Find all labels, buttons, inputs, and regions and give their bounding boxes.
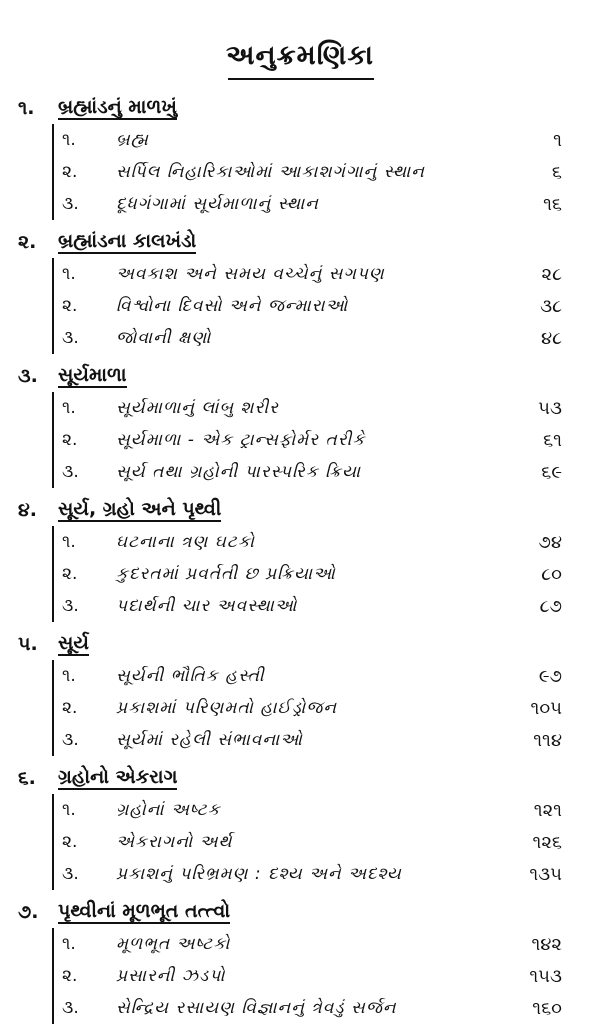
entry-number: ૨. (62, 564, 78, 584)
section-heading (0, 354, 600, 392)
section-vertical-rule (52, 794, 54, 890)
section-number: ૧. (18, 97, 35, 119)
section-items (0, 526, 600, 622)
section-title: સૂર્ય, ગ્રહો અને પૃથ્વી (58, 498, 222, 520)
entry-number: ૩. (62, 730, 79, 750)
entry-number: ૩. (62, 462, 79, 482)
entry-number: ૧. (62, 264, 76, 284)
entry-page-number: ૧૬ (543, 193, 562, 215)
entry-page-number: ૭૪ (538, 531, 562, 553)
entry-title: દૂધગંગામાં સૂર્યમાળાનું સ્થાન (116, 194, 319, 214)
entry-page-number: ૪૮ (540, 327, 562, 349)
entry-number: ૩. (62, 194, 79, 214)
entry-page-number: ૮૦ (541, 563, 562, 585)
entry-number: ૧. (62, 398, 76, 418)
toc-section (0, 86, 600, 220)
section-heading (0, 890, 600, 928)
section-title: બ્રહ્માંડનું માળખું (58, 96, 177, 118)
section-items (0, 124, 600, 220)
entry-page-number: ૧૩૫ (529, 863, 562, 885)
section-vertical-rule (52, 258, 54, 354)
entry-title: વિશ્વોના દિવસો અને જન્મારાઓ (116, 296, 349, 316)
section-title: સૂર્યમાળા (58, 364, 127, 386)
entry-number: ૩. (62, 998, 79, 1018)
entry-page-number: ૨૮ (541, 263, 562, 285)
section-heading (0, 622, 600, 660)
entry-page-number: ૧૬૦ (532, 997, 562, 1019)
table-of-contents (0, 86, 600, 1024)
entry-number: ૨. (62, 832, 78, 852)
section-number: ૪. (18, 499, 37, 521)
toc-entry (0, 692, 600, 724)
entry-number: ૨. (62, 296, 78, 316)
entry-title: સેન્દ્રિય રસાયણ વિજ્ઞાનનું ત્રેવડું સર્જન (116, 998, 397, 1018)
toc-entry (0, 456, 600, 488)
entry-title: પદાર્થની ચાર અવસ્થાઓ (116, 596, 298, 616)
section-heading (0, 488, 600, 526)
entry-number: ૧. (62, 130, 76, 150)
section-title: ગ્રહોનો એકરાગ (58, 766, 178, 788)
section-items (0, 794, 600, 890)
toc-entry (0, 724, 600, 756)
entry-title: સૂર્યમાળા - એક ટ્રાન્સફોર્મર તરીકે (116, 430, 366, 450)
toc-section (0, 890, 600, 1024)
toc-entry (0, 928, 600, 960)
toc-entry (0, 258, 600, 290)
toc-entry (0, 660, 600, 692)
toc-entry (0, 858, 600, 890)
section-number: ૩. (18, 365, 38, 387)
toc-section (0, 220, 600, 354)
entry-title: અવકાશ અને સમય વચ્ચેનું સગપણ (116, 264, 385, 284)
entry-page-number: ૯૭ (538, 665, 562, 687)
entry-page-number: ૧૫૩ (529, 965, 562, 987)
entry-number: ૨. (62, 162, 78, 182)
entry-title: સૂર્ય તથા ગ્રહોની પારસ્પરિક ક્રિયા (116, 462, 362, 482)
section-title: બ્રહ્માંડના કાલખંડો (58, 230, 197, 252)
section-items (0, 928, 600, 1024)
entry-number: ૩. (62, 596, 79, 616)
section-items (0, 258, 600, 354)
section-title: પૃથ્વીનાં મૂળભૂત તત્ત્વો (58, 900, 231, 922)
section-vertical-rule (52, 124, 54, 220)
entry-title: બ્રહ્મ (116, 130, 149, 150)
section-heading (0, 86, 600, 124)
toc-section (0, 756, 600, 890)
entry-number: ૨. (62, 966, 78, 986)
entry-number: ૧. (62, 532, 76, 552)
section-heading (0, 220, 600, 258)
entry-title: મૂળભૂત અષ્ટકો (116, 934, 231, 954)
toc-entry (0, 290, 600, 322)
entry-number: ૨. (62, 698, 78, 718)
entry-title: સૂર્યમાં રહેલી સંભાવનાઓ (116, 730, 303, 750)
entry-title: ઘટનાના ત્રણ ઘટકો (116, 532, 255, 552)
toc-entry (0, 826, 600, 858)
entry-number: ૧. (62, 666, 76, 686)
entry-title: સર્પિલ નિહારિકાઓમાં આકાશગંગાનું સ્થાન (116, 162, 425, 182)
section-number: ૭. (18, 901, 39, 923)
entry-page-number: ૬૧ (543, 429, 562, 451)
entry-number: ૩. (62, 328, 79, 348)
toc-entry (0, 392, 600, 424)
toc-entry (0, 188, 600, 220)
toc-entry (0, 322, 600, 354)
title-underline (228, 78, 374, 80)
toc-entry (0, 992, 600, 1024)
toc-section (0, 622, 600, 756)
toc-entry (0, 124, 600, 156)
entry-page-number: ૧૦૫ (530, 697, 562, 719)
section-vertical-rule (52, 660, 54, 756)
entry-number: ૧. (62, 800, 76, 820)
section-vertical-rule (52, 392, 54, 488)
entry-title: પ્રકાશમાં પરિણમતો હાઈડ્રોજન (116, 698, 337, 718)
section-number: ૬. (18, 767, 36, 789)
toc-entry (0, 156, 600, 188)
toc-section (0, 488, 600, 622)
entry-number: ૩. (62, 864, 79, 884)
toc-entry (0, 590, 600, 622)
entry-page-number: ૧૧૪ (533, 729, 562, 751)
section-items (0, 660, 600, 756)
entry-title: પ્રકાશનું પરિભ્રમણ : દશ્ય અને અદશ્ય (116, 864, 402, 884)
entry-title: એકરાગનો અર્થ (116, 832, 233, 852)
toc-entry (0, 558, 600, 590)
entry-title: જોવાની ક્ષણો (116, 328, 212, 348)
entry-number: ૨. (62, 430, 78, 450)
entry-page-number: ૬૯ (541, 461, 562, 483)
entry-page-number: ૮૭ (539, 595, 562, 617)
section-vertical-rule (52, 928, 54, 1024)
entry-page-number: ૧૨૧ (533, 799, 562, 821)
page-title: અનુક્રમણિકા (225, 40, 375, 71)
entry-page-number: ૧૨૬ (532, 831, 562, 853)
section-number: ૨. (18, 231, 37, 253)
toc-entry (0, 960, 600, 992)
section-title: સૂર્ય (58, 632, 89, 654)
toc-section (0, 354, 600, 488)
entry-page-number: ૧ (553, 129, 562, 151)
toc-entry (0, 424, 600, 456)
entry-title: ગ્રહોનાં અષ્ટક (116, 800, 221, 820)
entry-title: સૂર્યમાળાનું લાંબુ શરીર (116, 398, 279, 418)
entry-page-number: ૩૮ (540, 295, 562, 317)
section-heading (0, 756, 600, 794)
section-vertical-rule (52, 526, 54, 622)
toc-entry (0, 794, 600, 826)
entry-page-number: ૧૪૨ (531, 933, 562, 955)
entry-page-number: ૫૩ (538, 397, 562, 419)
section-number: ૫. (18, 633, 38, 655)
entry-number: ૧. (62, 934, 76, 954)
entry-title: કુદરતમાં પ્રવર્તતી છ પ્રક્રિયાઓ (116, 564, 336, 584)
toc-entry (0, 526, 600, 558)
entry-page-number: ૬ (551, 161, 562, 183)
section-items (0, 392, 600, 488)
entry-title: પ્રસારની ઝડપો (116, 966, 226, 986)
entry-title: સૂર્યની ભૌતિક હસ્તી (116, 666, 265, 686)
